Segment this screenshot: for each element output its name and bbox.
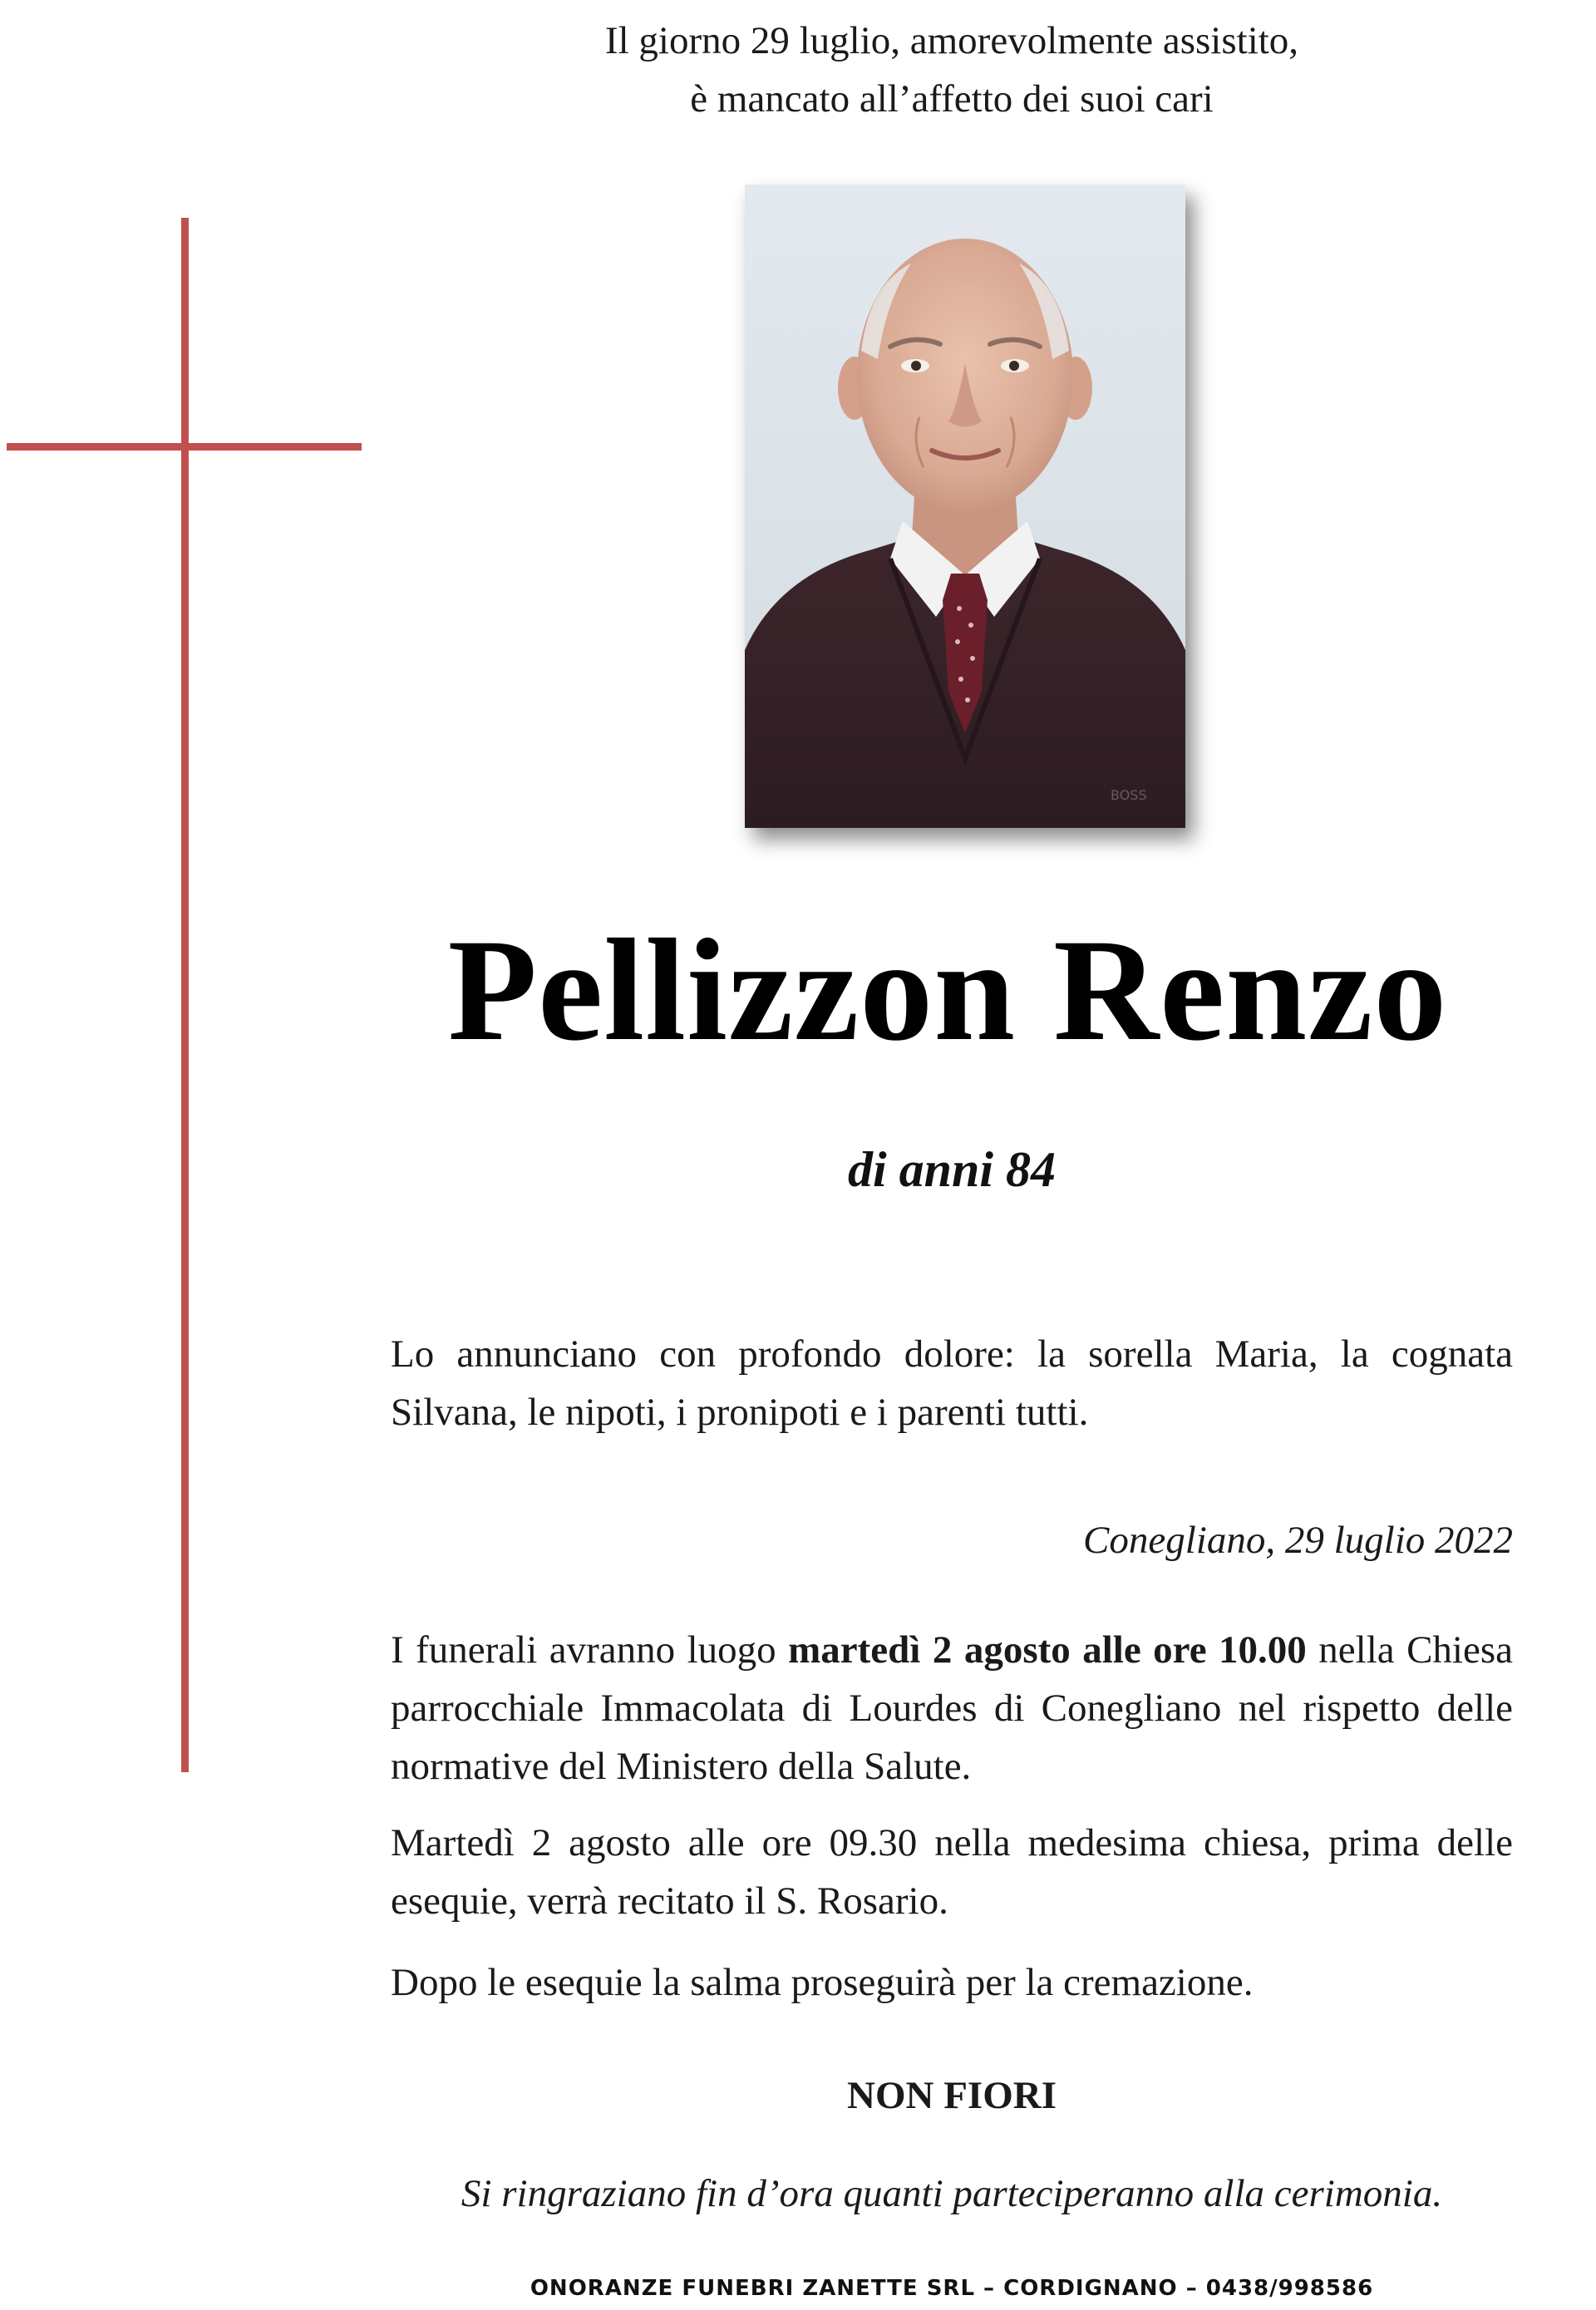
funeral-suffix: nella Chiesa parrocchiale Immacolata di Lourdes di Conegliano nel rispetto delle normative del Ministero della Salute. — [391, 1628, 1514, 1788]
funeral-info — [391, 1621, 1513, 1795]
funeral-datetime: martedì 2 agosto alle ore 10.00 — [788, 1628, 1307, 1672]
funeral-home-footer: ONORANZE FUNEBRI ZANETTE SRL – CORDIGNANO – 0438/998586 — [530, 2276, 1374, 2301]
cross-icon-vertical-bar — [181, 218, 189, 1772]
intro-text — [391, 12, 1513, 128]
cremation-info: Dopo le esequie la salma proseguirà per la cremazione. — [391, 1961, 1254, 2004]
intro-line-2: è mancato all’affetto dei suoi cari — [690, 77, 1214, 121]
deceased-name: Pellizzon Renzo — [447, 909, 1448, 1071]
funeral-prefix: I funerali avranno luogo — [391, 1628, 789, 1672]
intro-line-1: Il giorno 29 luglio, amorevolmente assistito, — [604, 19, 1299, 62]
portrait-photo — [745, 185, 1185, 828]
place-date: Conegliano, 29 luglio 2022 — [1083, 1519, 1513, 1562]
no-flowers-notice: NON FIORI — [847, 2074, 1057, 2117]
thanks-text: Si ringraziano fin d’ora quanti parteciperanno alla cerimonia. — [461, 2172, 1443, 2215]
cross-icon-horizontal-bar — [7, 443, 362, 451]
deceased-age: di anni 84 — [847, 1142, 1057, 1197]
portrait-illustration — [745, 185, 1185, 828]
sweater-logo: BOSS — [1111, 787, 1147, 803]
rosary-info: Martedì 2 agosto alle ore 09.30 nella medesima chiesa, prima delle esequie, verrà recitato il S. Rosario. — [391, 1821, 1513, 1923]
announcement-text: Lo annunciano con profondo dolore: la sorella Maria, la cognata Silvana, le nipoti, i pronipoti e i parenti tutti. — [391, 1332, 1513, 1434]
